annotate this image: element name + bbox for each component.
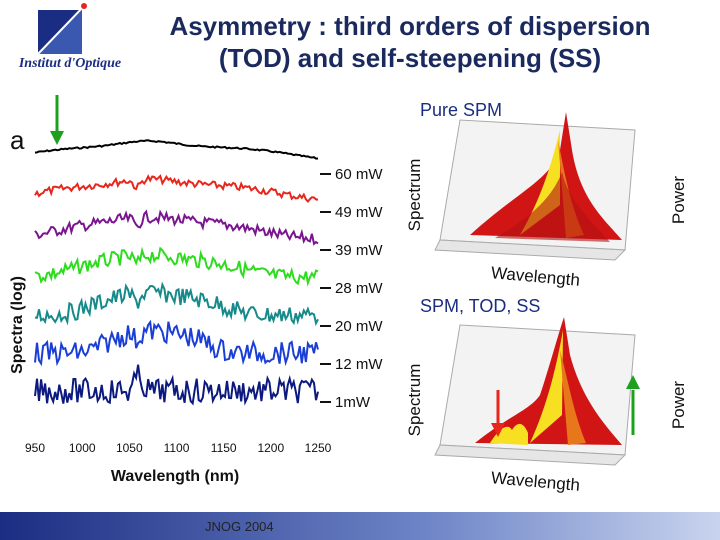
tod-z-label: Power xyxy=(669,380,688,430)
x-tick-label-1: 1000 xyxy=(68,441,96,455)
legend-label-4: 20 mW xyxy=(335,318,383,335)
series-line-1 xyxy=(35,176,318,202)
spm-3d-plot xyxy=(400,110,710,295)
panel-label: a xyxy=(10,125,25,155)
green-arrow-icon xyxy=(50,95,64,145)
series-line-3 xyxy=(35,248,318,283)
legend-label-5: 12 mW xyxy=(335,356,383,373)
institut-optique-logo-icon xyxy=(0,0,140,90)
tod-plot-title: SPM, TOD, SS xyxy=(420,296,541,316)
spm-y-label: Spectrum xyxy=(405,158,424,232)
institut-optique-logo xyxy=(0,0,140,90)
x-tick-label-2: 1050 xyxy=(115,441,143,455)
tod-x-label: Wavelength xyxy=(490,468,581,495)
spm-x-label: Wavelength xyxy=(490,263,581,290)
series-line-0 xyxy=(35,140,318,158)
x-tick-label-4: 1150 xyxy=(210,441,237,455)
spectra-chart xyxy=(0,95,400,495)
series-line-2 xyxy=(35,212,318,244)
legend-label-0: 60 mW xyxy=(335,166,383,183)
y-axis-label: Spectra (log) xyxy=(9,276,26,374)
footer-text: JNOG 2004 xyxy=(205,519,274,534)
legend-label-1: 49 mW xyxy=(335,204,383,221)
x-tick-label-0: 950 xyxy=(24,441,46,455)
title-line-2: (TOD) and self-steepening (SS) xyxy=(218,43,602,73)
legend-label-3: 28 mW xyxy=(335,280,383,297)
legend xyxy=(320,166,383,411)
tod-3d-plot xyxy=(400,315,710,500)
series-line-4 xyxy=(35,285,318,324)
tod-y-label: Spectrum xyxy=(405,363,424,437)
series-line-5 xyxy=(35,322,318,364)
series-line-6 xyxy=(35,365,318,404)
legend-label-6: 1mW xyxy=(335,394,370,411)
x-tick-label-3: 1100 xyxy=(163,441,190,455)
x-axis-ticks xyxy=(25,441,332,455)
title-line-1: Asymmetry : third orders of dispersion xyxy=(169,11,651,41)
spm-z-label: Power xyxy=(669,175,688,225)
logo-text: Institut d'Optique xyxy=(18,56,122,71)
series-group xyxy=(35,140,318,403)
footer-bar xyxy=(0,512,720,540)
page-title xyxy=(140,10,680,74)
x-tick-label-6: 1250 xyxy=(304,441,332,455)
x-tick-label-5: 1200 xyxy=(257,441,285,455)
x-axis-label: Wavelength (nm) xyxy=(110,468,240,485)
spm-plot-title: Pure SPM xyxy=(420,100,503,120)
legend-label-2: 39 mW xyxy=(335,242,383,259)
